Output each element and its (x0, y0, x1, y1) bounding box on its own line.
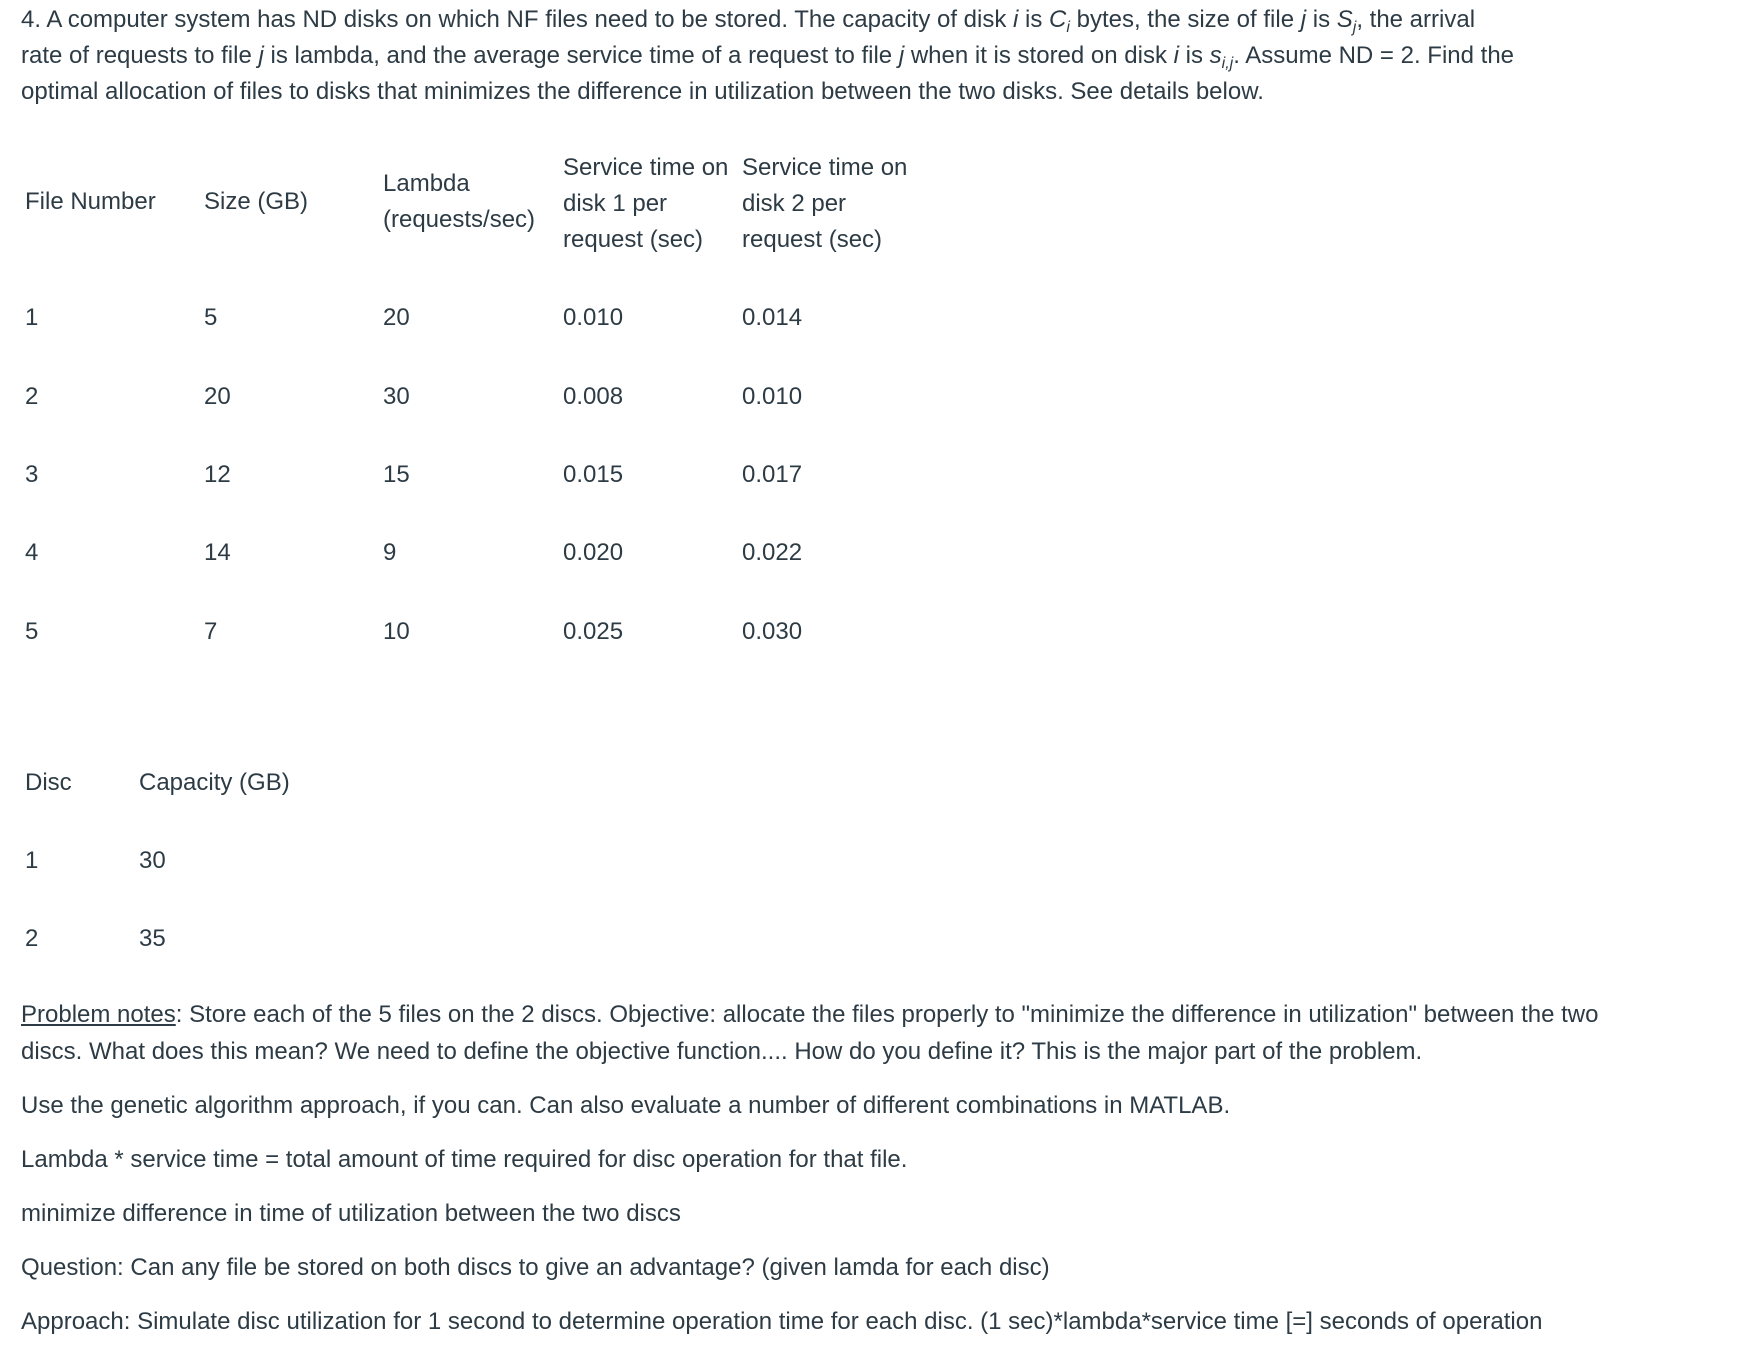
cell-size: 20 (204, 383, 231, 410)
cell-lambda: 15 (383, 461, 410, 488)
cell-file: 5 (25, 618, 39, 645)
cell-disc: 2 (25, 925, 39, 952)
cell-disk1: 0.020 (563, 539, 624, 566)
cell-disk2: 0.010 (742, 383, 803, 410)
cell-lambda: 30 (383, 383, 410, 410)
cell-size: 14 (204, 539, 231, 566)
cell-size: 5 (204, 304, 218, 331)
header-disk1-service-time: Service time on disk 1 per request (sec) (563, 154, 729, 253)
cell-size: 7 (204, 618, 218, 645)
cell-capacity: 35 (139, 925, 166, 952)
cell-capacity: 30 (139, 847, 166, 874)
cell-lambda: 20 (383, 304, 410, 331)
cell-file: 2 (25, 383, 39, 410)
cell-disk1: 0.010 (563, 304, 624, 331)
notes-line-2: discs. What does this mean? We need to define the objective function.... How do you define it? This is the major part of the problem. (21, 1038, 1423, 1065)
header-capacity: Capacity (GB) (139, 769, 290, 796)
cell-disk2: 0.017 (742, 461, 803, 488)
header-size: Size (GB) (204, 188, 309, 215)
header-disk2-service-time: Service time on disk 2 per request (sec) (742, 154, 908, 253)
notes-label: Problem notes (21, 1001, 176, 1028)
note-question: Question: Can any file be stored on both discs to give an advantage? (given lamda for each disc) (21, 1254, 1050, 1281)
header-disc: Disc (25, 769, 72, 796)
note-approach: Approach: Simulate disc utilization for 1 second to determine operation time for each disc. (1 sec)*lambda*service time [=] seconds of operation (21, 1308, 1543, 1335)
cell-disk1: 0.025 (563, 618, 624, 645)
cell-lambda: 9 (383, 539, 397, 566)
cell-disk2: 0.030 (742, 618, 803, 645)
cell-file: 4 (25, 539, 39, 566)
note-lambda-service-time: Lambda * service time = total amount of time required for disc operation for that file. (21, 1146, 908, 1173)
cell-disk1: 0.008 (563, 383, 624, 410)
cell-disk2: 0.022 (742, 539, 803, 566)
cell-lambda: 10 (383, 618, 410, 645)
note-minimize-difference: minimize difference in time of utilization between the two discs (21, 1200, 681, 1227)
problem-statement: 4. A computer system has ND disks on which NF files need to be stored. The capacity of disk i is $C_i$ bytes, the size of file j is $S_j$, the arrival rate of requests to file j is lambda, and the average service time of a request to file j when it is stored on disk i is $s_{i,j}$. Assume ND = 2. Find the optimal allocation of files to disks that minimizes the difference in utilization between the two disks. See details below. (21, 6, 1515, 105)
cell-file: 3 (25, 461, 39, 488)
header-lambda: Lambda (requests/sec) (383, 170, 536, 233)
cell-disk2: 0.014 (742, 304, 803, 331)
cell-disc: 1 (25, 847, 39, 874)
note-genetic-algorithm: Use the genetic algorithm approach, if you can. Can also evaluate a number of different combinations in MATLAB. (21, 1092, 1231, 1119)
header-file-number: File Number (25, 188, 156, 215)
cell-size: 12 (204, 461, 231, 488)
notes-line-1: Problem notes: Store each of the 5 files on the 2 discs. Objective: allocate the files properly to "minimize the difference in utilization" between the two (21, 1001, 1599, 1028)
cell-file: 1 (25, 304, 39, 331)
cell-disk1: 0.015 (563, 461, 624, 488)
